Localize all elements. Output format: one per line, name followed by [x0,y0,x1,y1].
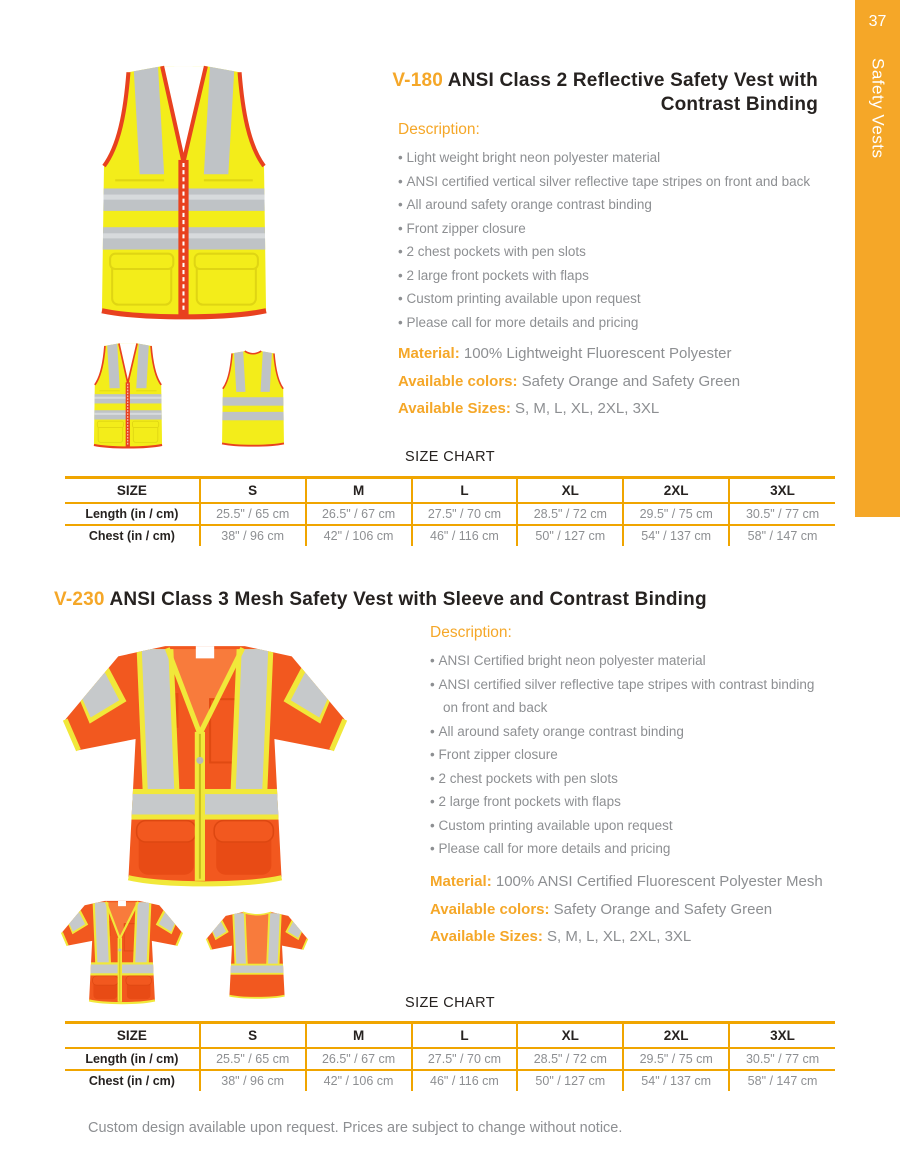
size-chart-cell: 28.5" / 72 cm [517,1048,623,1070]
size-chart-header-cell: M [306,478,412,504]
material-line [398,344,853,363]
size-chart-header-cell: 3XL [729,478,835,504]
bullet-item: • Please call for more details and pricing [430,837,832,861]
size-chart-header-cell: M [306,1023,412,1049]
size-chart-cell: 54" / 137 cm [623,1070,729,1091]
size-chart-cell: 46" / 116 cm [412,525,518,546]
bullet-item: • ANSI Certified bright neon polyester material [430,649,832,673]
size-chart-table-v180 [65,476,835,546]
product-code-v180: V-180 [392,70,443,91]
material-value: 100% ANSI Certified Fluorescent Polyester Mesh [495,873,823,890]
size-chart-title: SIZE CHART [405,449,495,465]
description-list [430,649,832,861]
colors-value: Safety Orange and Safety Green [521,372,741,390]
bullet-item: • Front zipper closure [430,743,832,767]
description-label: Description: [398,121,480,138]
bullet-item: • All around safety orange contrast binding [398,193,853,217]
sidebar-tab-safety-vests [855,0,900,517]
size-chart-cell: 46" / 116 cm [412,1070,518,1091]
bullet-item: • Custom printing available upon request [430,814,832,838]
size-chart-row-label: Length (in / cm) [65,1048,200,1070]
description-list [398,146,853,334]
size-chart-header-row [65,1023,835,1049]
size-chart-cell: 42" / 106 cm [306,1070,412,1091]
colors-value: Safety Orange and Safety Green [553,900,773,918]
size-chart-cell: 29.5" / 75 cm [623,1048,729,1070]
size-chart-cell: 50" / 127 cm [517,1070,623,1091]
size-chart-cell: 26.5" / 67 cm [306,503,412,525]
v230-vest-back-thumbnail [200,904,314,1006]
colors-line [430,900,860,919]
size-chart-header-cell: 2XL [623,1023,729,1049]
page-number: 37 [868,13,887,30]
colors-label: Available colors: [430,900,550,918]
product-title-line2: Contrast Binding [660,94,818,115]
product-title-v230 [54,589,834,611]
sizes-value: S, M, L, XL, 2XL, 3XL [547,928,692,945]
bullet-item: • Custom printing available upon request [398,287,853,311]
v180-description-block [398,121,853,334]
size-chart-cell: 38" / 96 cm [200,525,306,546]
product-title-v180 [330,69,818,117]
sizes-line [430,927,860,946]
size-chart-cell: 50" / 127 cm [517,525,623,546]
size-chart-header-cell: 3XL [729,1023,835,1049]
product-code-v230: V-230 [54,589,105,610]
size-chart-cell: 30.5" / 77 cm [729,1048,835,1070]
footer-note: Custom design available upon request. Prices are subject to change without notice. [88,1120,623,1136]
size-chart-header-cell: XL [517,1023,623,1049]
colors-line [398,372,853,391]
size-chart-cell: 29.5" / 75 cm [623,503,729,525]
size-chart-row [65,1048,835,1070]
bullet-item: • Front zipper closure [398,217,853,241]
sizes-value: S, M, L, XL, 2XL, 3XL [515,400,660,417]
bullet-item: • Please call for more details and pricing [398,311,853,335]
size-chart-header-cell: 2XL [623,478,729,504]
size-chart-cell: 26.5" / 67 cm [306,1048,412,1070]
size-chart-header-cell: L [412,1023,518,1049]
bullet-item: • 2 large front pockets with flaps [430,790,832,814]
size-chart-row-label: Length (in / cm) [65,503,200,525]
v230-specs-block [430,872,860,955]
size-chart-cell: 30.5" / 77 cm [729,503,835,525]
size-chart-cell: 58" / 147 cm [729,1070,835,1091]
size-chart-title: SIZE CHART [405,995,495,1011]
v180-vest-front-thumbnail [70,340,186,450]
size-chart-cell: 58" / 147 cm [729,525,835,546]
size-chart-table-v230 [65,1021,835,1091]
v230-vest-front-image [46,640,364,890]
bullet-item: • Light weight bright neon polyester material [398,146,853,170]
size-chart-header-cell: S [200,1023,306,1049]
bullet-item: • ANSI certified vertical silver reflective tape stripes on front and back [398,170,853,194]
bullet-item: • ANSI certified silver reflective tape stripes with contrast binding on front and back [430,673,832,720]
v180-vest-back-thumbnail [202,348,304,448]
size-chart-cell: 27.5" / 70 cm [412,503,518,525]
bullet-item: • 2 chest pockets with pen slots [398,240,853,264]
colors-label: Available colors: [398,372,518,390]
product-title-line1: ANSI Class 2 Reflective Safety Vest with [447,70,818,91]
size-chart-row [65,503,835,525]
material-label: Material: [398,345,460,362]
v230-description-block [430,624,832,861]
size-chart-row-label: Chest (in / cm) [88,529,175,543]
size-chart-cell: 25.5" / 65 cm [200,1048,306,1070]
size-chart-cell: 25.5" / 65 cm [200,503,306,525]
sizes-label: Available Sizes: [398,400,511,417]
material-value: 100% Lightweight Fluorescent Polyester [463,345,732,362]
bullet-item: • All around safety orange contrast binding [430,720,832,744]
bullet-item: • 2 large front pockets with flaps [398,264,853,288]
material-line [430,872,860,891]
sidebar-section-label: Safety Vests [868,58,888,159]
size-chart-cell: 27.5" / 70 cm [412,1048,518,1070]
size-chart-cell: 42" / 106 cm [306,525,412,546]
sizes-line [398,399,853,418]
size-chart-row-label: Chest (in / cm) [88,1074,175,1088]
size-chart-header-row [65,478,835,504]
product-title-line1: ANSI Class 3 Mesh Safety Vest with Sleeve and Contrast Binding [109,589,707,610]
size-chart-header-cell: L [412,478,518,504]
v230-vest-front-thumbnail [54,898,190,1006]
size-chart-row [65,525,835,546]
size-chart-cell: 38" / 96 cm [200,1070,306,1091]
material-label: Material: [430,873,492,890]
bullet-item: • 2 chest pockets with pen slots [430,767,832,791]
size-chart-header-cell: S [200,478,306,504]
description-label: Description: [430,624,512,641]
size-chart-row [65,1070,835,1091]
sizes-label: Available Sizes: [430,928,543,945]
v180-specs-block [398,344,853,427]
size-chart-cell: 54" / 137 cm [623,525,729,546]
size-chart-cell: 28.5" / 72 cm [517,503,623,525]
size-chart-header-cell: XL [517,478,623,504]
v180-vest-front-image [64,58,304,323]
size-chart-header-cell: SIZE [65,1023,200,1049]
size-chart-header-cell: SIZE [65,478,200,504]
